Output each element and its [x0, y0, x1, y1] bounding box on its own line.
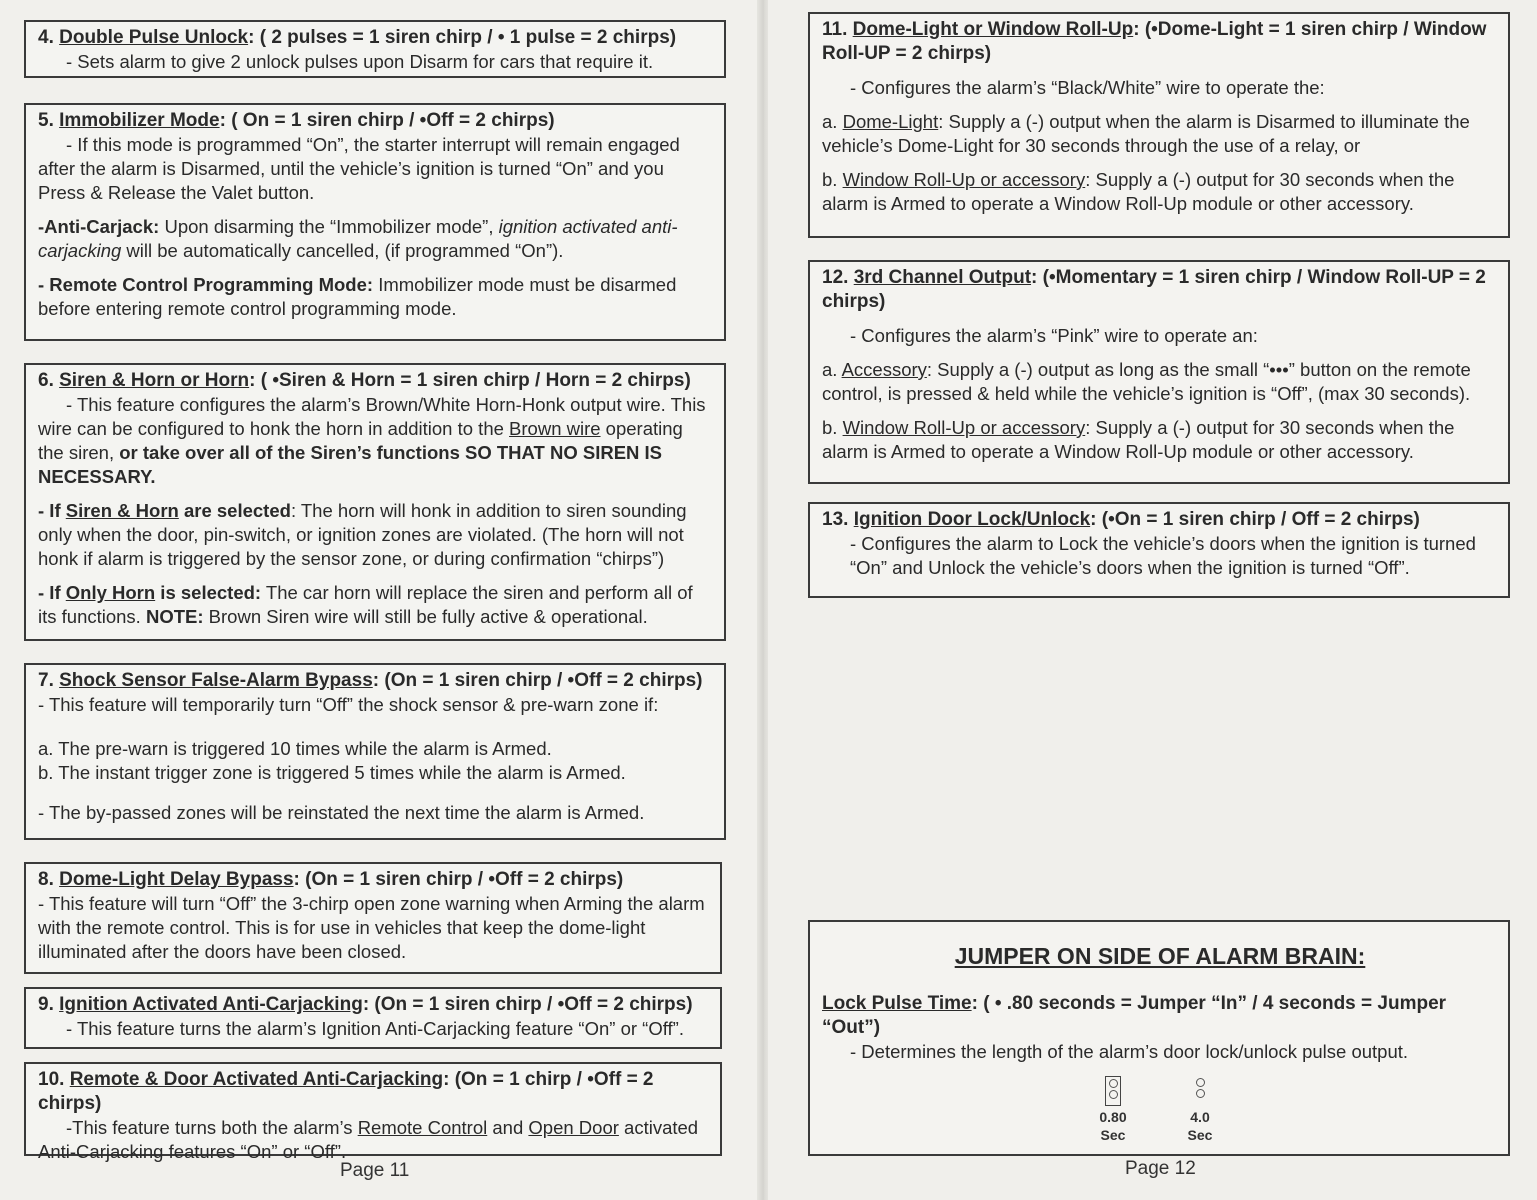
- section-13-text: - Configures the alarm to Lock the vehicle’s doors when the ignition is turned “On” and Unlock the vehicle’s doors when the ignition is turned “Off”.: [850, 533, 1476, 578]
- section-10-box: [24, 1062, 722, 1162]
- jumper-box: [808, 920, 1510, 1156]
- jumper-open-pins: [1180, 1078, 1220, 1108]
- section-13-heading: 13. Ignition Door Lock/Unlock: (•On = 1 siren chirp / Off = 2 chirps): [822, 509, 1420, 530]
- jumper-in-unit: Sec: [1100, 1127, 1126, 1143]
- section-8-box: [24, 862, 722, 974]
- section-5-heading: 5. Immobilizer Mode: ( On = 1 siren chirp / •Off = 2 chirps): [38, 110, 555, 131]
- jumper-out-diagram: [1180, 1076, 1220, 1144]
- section-10-heading: 10. Remote & Door Activated Anti-Carjacking: (On = 1 chirp / •Off = 2 chirps): [38, 1069, 654, 1114]
- jumper-in-diagram: [1093, 1076, 1133, 1144]
- section-8-text: - This feature will turn “Off” the 3-chirp open zone warning when Arming the alarm with the remote control. This is for use in vehicles that keep the dome-light illuminated after the doors have been closed.: [38, 893, 705, 962]
- section-12-text: - Configures the alarm’s “Pink” wire to operate an:: [850, 325, 1258, 346]
- section-12-box: [808, 260, 1510, 484]
- section-7-item-a: a. The pre-warn is triggered 10 times while the alarm is Armed.: [38, 738, 552, 759]
- siren-horn-note: - If Siren & Horn are selected: The horn will honk in addition to siren sounding only when the door, pin-switch, or ignition zones are violated. (The horn will not honk if alarm is triggered by the sensor zone, or during confirmation “chirps”): [38, 500, 687, 569]
- section-9-text: - This feature turns the alarm’s Ignition Anti-Carjacking feature “On” or “Off”.: [66, 1018, 684, 1039]
- lock-pulse-heading: Lock Pulse Time: ( • .80 seconds = Jumper “In” / 4 seconds = Jumper “Out”): [822, 993, 1447, 1038]
- section-5-box: [24, 103, 726, 341]
- jumper-pin-icon: [1109, 1079, 1118, 1088]
- section-8-heading: 8. Dome-Light Delay Bypass: (On = 1 siren chirp / •Off = 2 chirps): [38, 869, 624, 890]
- section-4-text: - Sets alarm to give 2 unlock pulses upon Disarm for cars that require it.: [66, 51, 654, 72]
- jumper-in-value: 0.80: [1099, 1109, 1127, 1125]
- jumper-out-value: 4.0: [1190, 1109, 1210, 1125]
- section-9-heading: 9. Ignition Activated Anti-Carjacking: (On = 1 siren chirp / •Off = 2 chirps): [38, 994, 693, 1015]
- section-7-tail: - The by-passed zones will be reinstated the next time the alarm is Armed.: [38, 802, 645, 823]
- section-6-text: - This feature configures the alarm’s Brown/White Horn-Honk output wire. This wire can be configured to honk the horn in addition to the Brown wire operating the siren, or take over all of the Siren’s functions SO THAT NO SIREN IS NECESSARY.: [38, 394, 706, 487]
- jumper-title: JUMPER ON SIDE OF ALARM BRAIN:: [954, 943, 1366, 969]
- section-6-box: [24, 363, 726, 641]
- section-5-text: - If this mode is programmed “On”, the starter interrupt will remain engaged after the alarm is Disarmed, until the vehicle’s ignition is turned “On” and you Press & Release the Valet button.: [38, 134, 680, 203]
- section-7-box: [24, 663, 726, 840]
- right-page: [768, 0, 1537, 1200]
- remote-programming-note: - Remote Control Programming Mode: Immobilizer mode must be disarmed before entering remote control programming mode.: [38, 274, 677, 319]
- jumper-pin-icon: [1196, 1078, 1205, 1087]
- section-9-box: [24, 987, 722, 1049]
- section-7-text: - This feature will temporarily turn “Off” the shock sensor & pre-warn zone if:: [38, 694, 659, 715]
- jumper-pin-icon: [1196, 1089, 1205, 1098]
- anti-carjack-note: -Anti-Carjack: Upon disarming the “Immobilizer mode”, ignition activated anti-carjacking will be automatically cancelled, (if programmed “On”).: [38, 216, 678, 261]
- section-12-item-a: a. Accessory: Supply a (-) output as long as the small “•••” button on the remote control, is pressed & held while the vehicle’s ignition is “Off”, (max 30 seconds).: [822, 359, 1471, 404]
- section-11-box: [808, 12, 1510, 238]
- section-4-heading: 4. Double Pulse Unlock: ( 2 pulses = 1 siren chirp / • 1 pulse = 2 chirps): [38, 27, 677, 48]
- section-13-box: [808, 502, 1510, 598]
- page-number-right: Page 12: [1125, 1158, 1196, 1179]
- section-12-item-b: b. Window Roll-Up or accessory: Supply a (-) output for 30 seconds when the alarm is Armed to operate a Window Roll-Up module or other accessory.: [822, 417, 1455, 462]
- section-4-box: [24, 20, 726, 78]
- section-12-heading: 12. 3rd Channel Output: (•Momentary = 1 siren chirp / Window Roll-UP = 2 chirps): [822, 267, 1486, 312]
- jumper-out-unit: Sec: [1187, 1127, 1213, 1143]
- section-11-heading: 11. Dome-Light or Window Roll-Up: (•Dome-Light = 1 siren chirp / Window Roll-UP = 2 chirps): [822, 19, 1487, 64]
- section-10-text: -This feature turns both the alarm’s Remote Control and Open Door activated Anti-Carjacking features “On” or “Off”.: [38, 1117, 699, 1162]
- page-number-left: Page 11: [340, 1160, 410, 1181]
- section-7-heading: 7. Shock Sensor False-Alarm Bypass: (On = 1 siren chirp / •Off = 2 chirps): [38, 670, 703, 691]
- section-11-item-b: b. Window Roll-Up or accessory: Supply a (-) output for 30 seconds when the alarm is Armed to operate a Window Roll-Up module or other accessory.: [822, 169, 1455, 214]
- jumper-pin-icon: [1109, 1090, 1118, 1099]
- left-page: [0, 0, 760, 1200]
- section-4-title: Double Pulse Unlock: [59, 27, 249, 48]
- section-11-text: - Configures the alarm’s “Black/White” wire to operate the:: [850, 77, 1325, 98]
- section-7-item-b: b. The instant trigger zone is triggered 5 times while the alarm is Armed.: [38, 762, 626, 783]
- jumper-shunt-icon: [1105, 1076, 1121, 1106]
- only-horn-note: - If Only Horn is selected: The car horn will replace the siren and perform all of its functions. NOTE: Brown Siren wire will still be fully active & operational.: [38, 582, 693, 627]
- lock-pulse-text: - Determines the length of the alarm’s door lock/unlock pulse output.: [850, 1041, 1409, 1062]
- section-6-heading: 6. Siren & Horn or Horn: ( •Siren & Horn = 1 siren chirp / Horn = 2 chirps): [38, 370, 691, 391]
- section-11-item-a: a. Dome-Light: Supply a (-) output when the alarm is Disarmed to illuminate the vehicle’s Dome-Light for 30 seconds through the use of a relay, or: [822, 111, 1470, 156]
